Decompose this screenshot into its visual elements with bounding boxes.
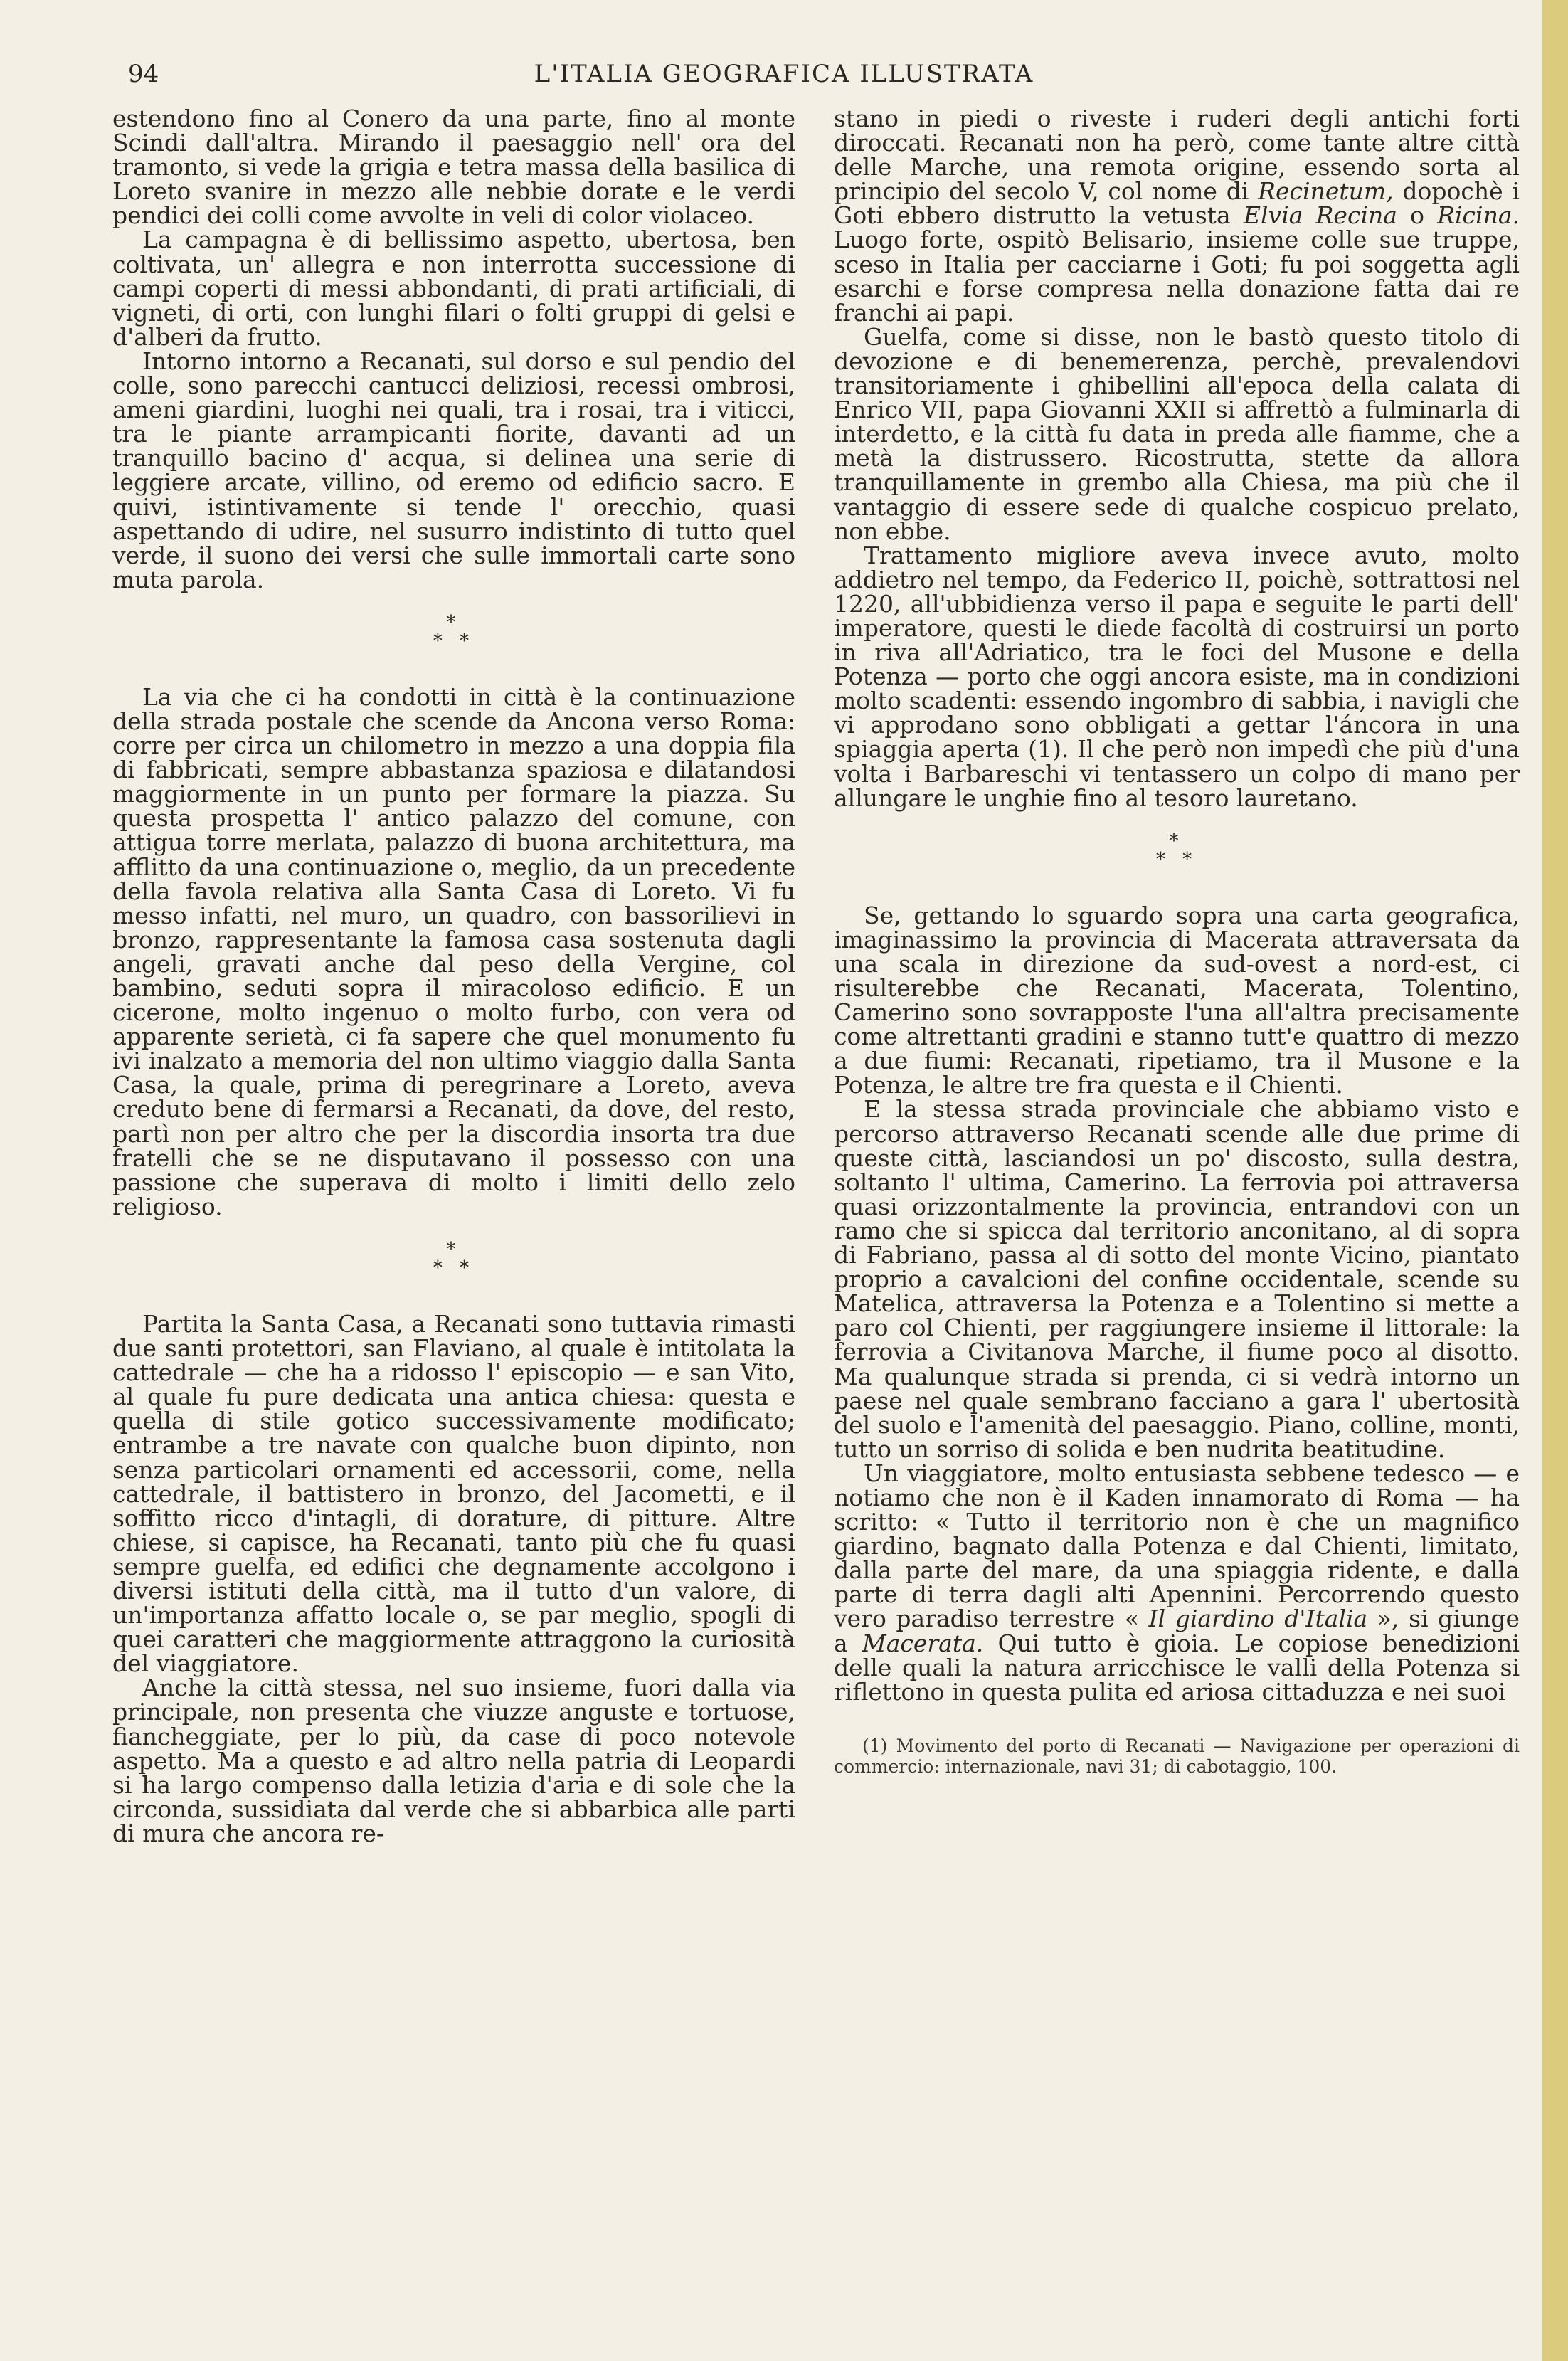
paragraph [834,107,1520,325]
text-run: », si giunge a [834,1605,1520,1657]
paragraph [834,1459,1520,1706]
footnote: (1) Movimento del porto di Recanati — Navigazione per operazioni di commercio: internazionale, navi 31; di cabotaggio, 100. [834,1735,1520,1777]
paragraph: Anche la città stessa, nel suo insieme, fuori dalla via principale, non presenta che viuzze anguste e tortuose, fiancheggiate, per lo più, da case di poco notevole aspetto. Ma a questo e ad altro nella patria di Leopardi si ha largo compenso dalla letizia d'aria e di sole che la circonda, sussidiata dal verde che si abbarbica alle parti di mura che ancora re- [112,1674,795,1847]
page-header [0,56,1568,98]
text-run: Un viaggiatore, molto entusiasta sebbene tedesco — e notiamo che non è il Kaden innamorato di Roma — ha scritto: « Tutto il territorio non è che un magnifico giardino, bagnato dalla Potenza e dal Chienti, limitato, dalla parte del mare, da una spiaggia ridente, e dalla parte di terra dagli alti Apennini. Percorrendo questo vero paradiso terrestre « [834,1459,1520,1633]
section-separator [834,810,1520,904]
section-separator [112,592,795,685]
paragraph: Partita la Santa Casa, a Recanati sono tuttavia rimasti due santi protettori, san Flaviano, al quale è intitolata la cattedrale — che ha a ridosso l' episcopio — e san Vito, al quale fu pure dedicata una antica chiesa: questa e quella di stile gotico successivamente modificato; entrambe a tre navate con qualche buon dipinto, non senza particolari ornamenti ed accessorii, come, nella cattedrale, il battistero in bronzo, del Jacometti, e il soffitto ricco d'intagli, di dorature, di pitture. Altre chiese, si capisce, ha Recanati, tanto più che fu quasi sempre guelfa, ed edifici che degnamente accolgono i diversi istituti della città, ma il tutto d'un valore, di un'importanza affatto locale o, se par meglio, spogli di quei caratteri che maggiormente attraggono la curiosità del viaggiatore. [112,1309,795,1678]
footnotes [834,1736,1520,1777]
paragraph: La campagna è di bellissimo aspetto, ubertosa, ben coltivata, un' allegra e non interrotta successione di campi coperti di messi abbondanti, di prati artificiali, di vigneti, di orti, con lunghi filari o folti gruppi di gelsi e d'alberi da frutto. [112,226,795,351]
italic-name: Elvia Recina [1243,201,1397,230]
italic-name: Ricina. [1437,201,1520,230]
separator-bottom: * * [1155,848,1198,870]
paragraph: Trattamento migliore aveva invece avuto, molto addietro nel tempo, da Federico II, poichè, sottrattosi nel 1220, all'ubbidienza verso il papa e seguite le parti dell' imperatore, questi le diede facoltà di costruirsi un porto in riva all'Adriatico, tra le foci del Musone e della Potenza — porto che oggi ancora esiste, ma in condizioni molto scadenti: essendo ingombro di sabbia, i navigli che vi approdano sono obbligati a gettar l'áncora in una spiaggia aperta (1). Il che però non impedì che più d'una volta i Barbareschi vi tentassero un colpo di mano per allungare le unghie fino al tesoro lauretano. [834,541,1520,812]
italic-name: Recinetum, [1258,177,1394,206]
paragraph: La via che ci ha condotti in città è la continuazione della strada postale che scende da Ancona verso Roma: corre per circa un chilometro in mezzo a una doppia fila di fabbricati, sempre abbastanza spaziosa e dilatandosi maggiormente in un punto per formare la piazza. Su questa prospetta l' antico palazzo del comune, con attigua torre merlata, palazzo di buona architettura, ma afflitto da una continuazione o, meglio, da un precedente della favola relativa alla Santa Casa di Loreto. Vi fu messo infatti, nel muro, un quadro, con bassorilievi in bronzo, rappresentante la famosa casa sostenuta dagli angeli, gravati anche dal peso della Vergine, col bambino, seduti sopra il miracoloso edificio. E un cicerone, molto ingenuo o molto furbo, con vera od apparente serietà, ci fa sapere che quel monumento fu ivi inalzato a memoria del non ultimo viaggio dalla Santa Casa, la quale, prima di peregrinare a Loreto, aveva creduto bene di fermarsi a Recanati, da dove, del resto, partì non per altro che per la discordia insorta tra due fratelli che se ne disputavano il possesso con una passione che superava di molto i limiti dello zelo religioso. [112,682,795,1220]
paragraph: E la stessa strada provinciale che abbiamo visto e percorso attraverso Recanati scende alle due prime di queste città, lasciandosi un po' discosto, sulla destra, soltanto l' ultima, Camerino. La ferrovia poi attraversa quasi orizzontalmente la provincia, entrandovi con un ramo che si spicca dal territorio anconitano, al di sopra di Fabriano, passa al di sotto del monte Vicino, piantato proprio a cavalcioni del confine occidentale, scende su Matelica, attraversa la Potenza e a Tolentino si mette a paro col Chienti, per raggiungere insieme il littorale: la ferrovia a Civitanova Marche, il fiume poco al disotto. Ma qualunque strada si prenda, ci si vedrà intorno un paese nel quale sembrano facciano a gara l' ubertosità del suolo e l'amenità del paesaggio. Piano, colline, monti, tutto un sorriso di solida e ben nudrita beatitudine. [834,1095,1520,1463]
paragraph: Se, gettando lo sguardo sopra una carta geografica, imaginassimo la provincia di Macerata attraversata da una scala in direzione da sud-ovest a nord-est, ci risulterebbe che Recanati, Macerata, Tolentino, Camerino sono sovrapposte l'una all'altra precisamente come altrettanti gradini e stanno tutt'e quattro di mezzo a due fiumi: Recanati, ripetiamo, tra il Musone e la Potenza, le altre tre fra questa e il Chienti. [834,901,1520,1099]
separator-top: * [446,611,462,633]
left-column [112,107,795,1846]
italic-name: Macerata. [862,1629,984,1657]
italic-title: Il giardino d'Italia [1148,1605,1368,1633]
paragraph: Guelfa, come si disse, non le bastò questo titolo di devozione e di benemerenza, perchè, prevalendovi transitoriamente i ghibellini all'epoca della calata di Enrico VII, papa Giovanni XXII si affrettò a fulminarla di interdetto, e la città fu data in preda alle fiamme, che a metà la distrussero. Ricostrutta, stette da allora tranquillamente in grembo alla Chiesa, ma più che il vantaggio di essere sede di qualche cospicuo prelato, non ebbe. [834,322,1520,545]
text-run: Qui tutto è gioia. Le copiose benedizioni delle quali la natura arricchisce le valli della Potenza si riflettono in questa pulita ed ariosa cittaduzza e nei suoi [834,1629,1520,1706]
separator-bottom: * * [433,1257,475,1279]
separator-top: * [446,1238,462,1260]
text-run: Luogo forte, ospitò Belisario, insieme colle sue truppe, sceso in Italia per cacciarne i Goti; fu poi soggetta agli esarchi e forse compresa nella donazione fatta dai re franchi ai papi. [834,226,1520,327]
text-run: o [1397,201,1438,230]
text-run: stano in piedi o riveste i ruderi degli antichi forti diroccati. Recanati non ha però, come tante altre città delle Marche, una remota origine, essendo sorta al principio del secolo V, col nome di [834,105,1520,206]
page-number: 94 [128,60,159,88]
page-edge-strip [1542,0,1568,2361]
text-run: dopochè i Goti ebbero distrutto la vetusta [834,177,1520,230]
paragraph: Intorno intorno a Recanati, sul dorso e sul pendio del colle, sono parecchi cantucci deliziosi, recessi ombrosi, ameni giardini, luoghi nei quali, tra i rosai, tra i viticci, tra le piante arrampicanti fiorite, davanti ad un tranquillo bacino d' acqua, si delinea una serie di leggiere arcate, villino, od eremo od edificio sacro. E quivi, istintivamente si tende l' orecchio, quasi aspettando di udire, nel susurro indistinto di tutto quel verde, il suono dei versi che sulle immortali carte sono muta parola. [112,347,795,593]
right-column [834,107,1520,1777]
paragraph: estendono fino al Conero da una parte, fino al monte Scindi dall'altra. Mirando il paesaggio nell' ora del tramonto, si vede la grigia e tetra massa della basilica di Loreto svanire in mezzo alle nebbie dorate e le verdi pendici dei colli come avvolte in veli di color violaceo. [112,105,795,230]
separator-bottom: * * [433,630,475,652]
section-separator [112,1219,795,1312]
separator-top: * [1169,830,1185,852]
running-title: L'ITALIA GEOGRAFICA ILLUSTRATA [534,60,1034,88]
